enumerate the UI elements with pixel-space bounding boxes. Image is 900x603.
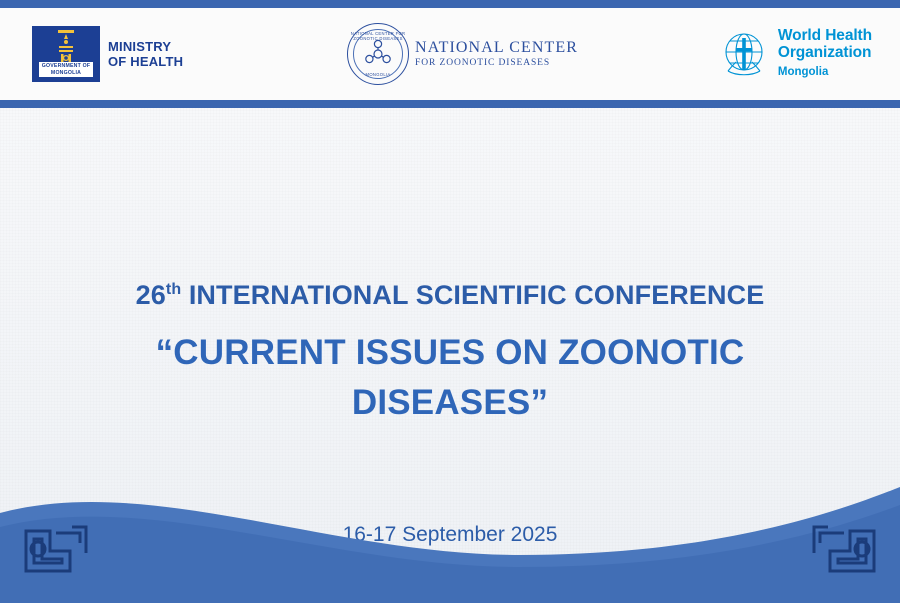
who-name (778, 27, 872, 81)
conference-number: 26 (135, 280, 166, 310)
top-accent-bar (0, 0, 900, 8)
who-logo (718, 26, 872, 82)
ncz-seal-top-text: NATIONAL CENTER FOR ZOONOTIC DISEASES (350, 31, 406, 41)
who-name-line2: Organization (777, 44, 872, 61)
conference-theme-line2: DISEASES” (351, 383, 549, 422)
title-block (0, 278, 900, 428)
emblem-caption-line2: MONGOLIA (50, 69, 82, 76)
national-center-name-line1: NATIONAL CENTER (415, 39, 579, 56)
who-country: Mongolia (777, 66, 829, 78)
who-emblem-icon (718, 26, 770, 82)
logo-header (0, 8, 900, 100)
national-center-name (415, 38, 578, 70)
conference-heading (0, 278, 900, 312)
mongolian-knot-icon (16, 523, 90, 579)
ministry-name-line1: MINISTRY (108, 39, 172, 54)
conference-title: INTERNATIONAL SCIENTIFIC CONFERENCE (188, 280, 765, 310)
conference-theme-line1: “CURRENT ISSUES ON ZOONOTIC (155, 333, 745, 372)
ncz-seal-icon (347, 23, 409, 85)
soyombo-symbol-icon (58, 30, 74, 64)
mongolian-knot-icon (810, 523, 884, 579)
conference-number-suffix: th (165, 281, 182, 298)
header-divider (0, 100, 900, 108)
ministry-of-health-logo (32, 26, 183, 82)
who-name-line1: World Health (777, 27, 872, 44)
national-center-name-line2: FOR ZOONOTIC DISEASES (415, 58, 551, 68)
ncz-seal-bottom-text: MONGOLIA (365, 72, 391, 77)
conference-theme (0, 328, 900, 428)
mongolia-state-emblem-icon (32, 26, 100, 82)
ministry-name (108, 39, 183, 69)
national-center-logo (347, 23, 578, 85)
bottom-wave-decoration (0, 443, 900, 603)
emblem-caption (32, 62, 100, 77)
emblem-caption-line1: GOVERNMENT OF (41, 63, 91, 70)
ministry-name-line2: OF HEALTH (108, 54, 184, 69)
event-date: 16-17 September 2025 (342, 523, 558, 546)
